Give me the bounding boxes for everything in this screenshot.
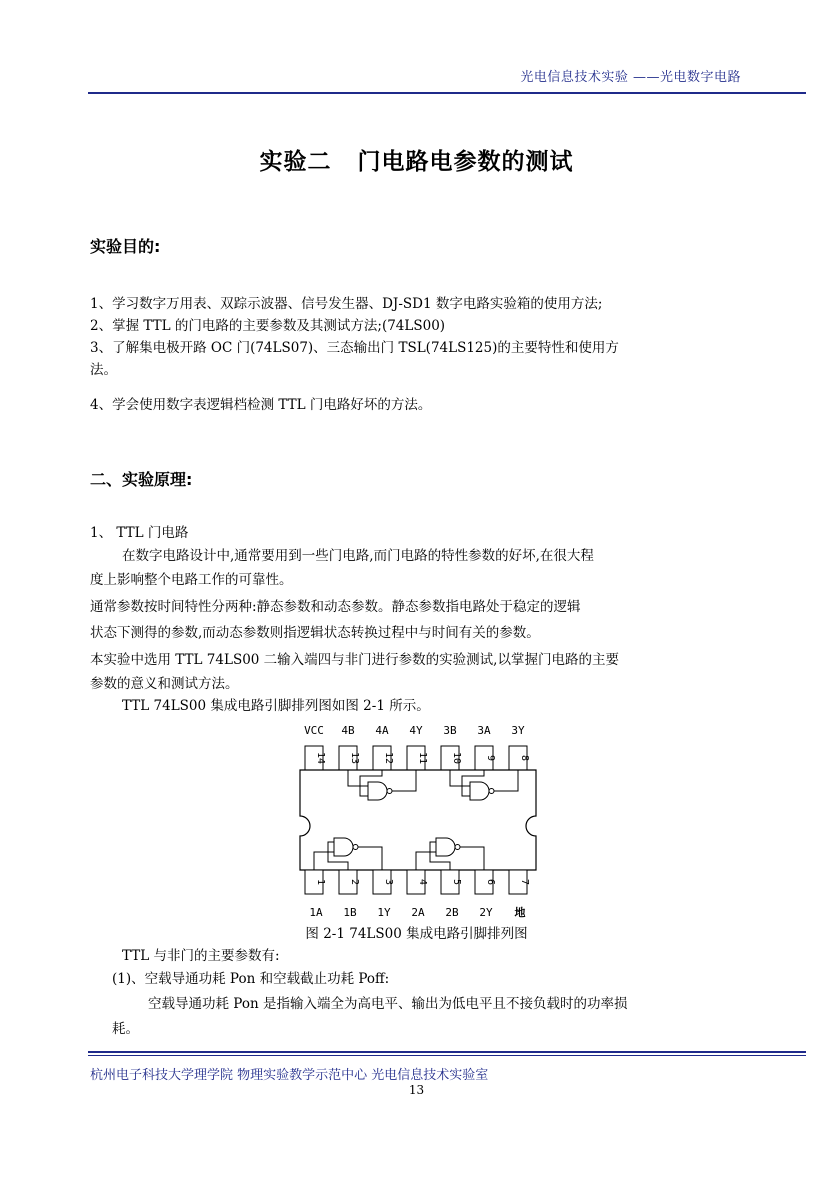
bottom-label: 1B — [343, 906, 357, 919]
top-label: 3B — [443, 724, 457, 737]
footer-institution: 杭州电子科技大学理学院 物理实验教学示范中心 光电信息技术实验室 — [90, 1068, 489, 1083]
params-intro: TTL 与非门的主要参数有: — [122, 948, 280, 964]
bottom-pin-labels — [309, 905, 525, 919]
title-part2: 门电路电参数的测试 — [357, 149, 574, 175]
running-header: 光电信息技术实验 ——光电数字电路 — [520, 70, 741, 85]
para3-line2: 参数的意义和测试方法。 — [90, 676, 239, 692]
pin-number: 9 — [485, 754, 496, 762]
objective-line-3: 3、了解集电极开路 OC 门(74LS07)、三态输出门 TSL(74LS125)的主要特性和使用方 — [90, 340, 619, 356]
footer-rule — [88, 1051, 806, 1053]
para3-line1: 本实验中选用 TTL 74LS00 二输入端四与非门进行参数的实验测试,以掌握门电路的主要 — [90, 652, 619, 668]
title-part1: 实验二 — [259, 149, 332, 175]
pin-number: 5 — [451, 878, 462, 886]
para2-line1: 通常参数按时间特性分两种:静态参数和动态参数。静态参数指电路处于稳定的逻辑 — [90, 599, 581, 615]
top-pin-labels — [304, 724, 525, 737]
top-label: 4Y — [409, 724, 423, 737]
bottom-label: 1A — [309, 906, 323, 919]
header-rule — [88, 92, 806, 94]
figure-caption: 图 2-1 74LS00 集成电路引脚排列图 — [305, 926, 528, 942]
pin-number: 2 — [349, 878, 360, 886]
objective-line-1: 1、学习数字万用表、双踪示波器、信号发生器、DJ-SD1 数字电路实验箱的使用方法; — [90, 296, 603, 312]
para1-line2: 度上影响整个电路工作的可靠性。 — [90, 572, 293, 588]
top-label: VCC — [304, 724, 324, 737]
section-heading-objectives: 实验目的: — [90, 237, 161, 256]
pin-number: 3 — [383, 878, 394, 886]
page-title — [0, 143, 833, 176]
pin-number: 14 — [315, 751, 326, 765]
top-label: 3Y — [511, 724, 525, 737]
page-number: 13 — [408, 1083, 425, 1097]
pin-number: 13 — [349, 751, 360, 765]
pin-number: 7 — [519, 878, 530, 886]
pin-number: 1 — [315, 878, 326, 886]
principle-item-1: 1、 TTL 门电路 — [90, 525, 189, 541]
bottom-label: 2B — [445, 906, 459, 919]
para4: TTL 74LS00 集成电路引脚排列图如图 2-1 所示。 — [122, 698, 430, 714]
bottom-label: 2A — [411, 906, 425, 919]
params-item-1: (1)、空载导通功耗 Pon 和空载截止功耗 Poff: — [112, 971, 390, 987]
bottom-label: 2Y — [479, 906, 493, 919]
para1-line1: 在数字电路设计中,通常要用到一些门电路,而门电路的特性参数的好坏,在很大程 — [122, 548, 594, 564]
top-label: 4B — [341, 724, 355, 737]
footer-rule-thin — [88, 1055, 806, 1056]
pin-number: 6 — [485, 878, 496, 886]
objective-line-3-cont: 法。 — [90, 362, 117, 378]
top-label: 4A — [375, 724, 389, 737]
section-heading-principle: 二、实验原理: — [90, 470, 193, 489]
objective-line-4: 4、学会使用数字表逻辑档检测 TTL 门电路好坏的方法。 — [90, 397, 432, 413]
top-label: 3A — [477, 724, 491, 737]
pin-number: 11 — [417, 751, 428, 765]
objective-line-2: 2、掌握 TTL 的门电路的主要参数及其测试方法;(74LS00) — [90, 318, 446, 334]
pin-number: 8 — [519, 754, 530, 762]
chip-body — [300, 770, 536, 870]
ic-pinout-figure — [298, 720, 538, 930]
pin-number: 12 — [383, 751, 394, 765]
bottom-label: 地 — [514, 906, 526, 919]
params-para-line2: 耗。 — [112, 1021, 139, 1037]
para2-line2: 状态下测得的参数,而动态参数则指逻辑状态转换过程中与时间有关的参数。 — [90, 625, 540, 641]
bottom-label: 1Y — [377, 906, 391, 919]
params-para-line1: 空载导通功耗 Pon 是指输入端全为高电平、输出为低电平且不接负载时的功率损 — [148, 996, 628, 1012]
pin-number: 4 — [417, 878, 428, 886]
pin-number: 10 — [451, 751, 462, 765]
